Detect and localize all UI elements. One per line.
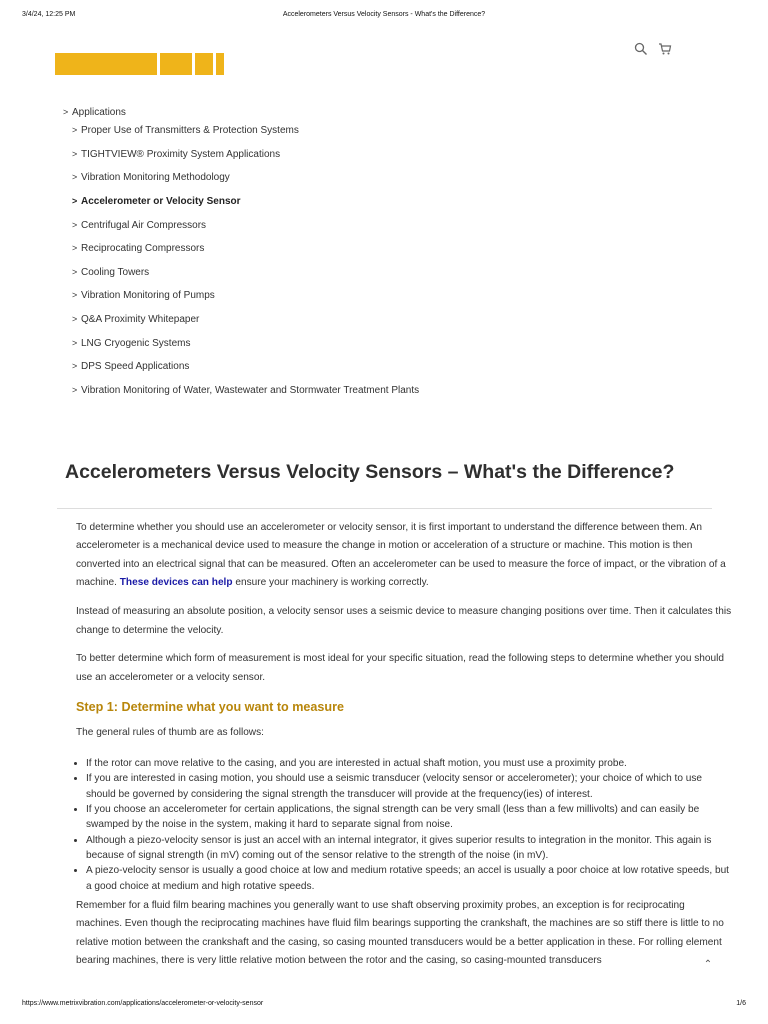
chevron-right-icon: > xyxy=(72,314,78,324)
nav-item-label: Vibration Monitoring Methodology xyxy=(81,172,230,183)
page-title: Accelerometers Versus Velocity Sensors – What's the Difference? xyxy=(65,461,675,483)
nav-item-label: Accelerometer or Velocity Sensor xyxy=(81,196,241,207)
steps-intro-paragraph: To better determine which form of measurement is most ideal for your specific situation, read the following steps to determine whether you should use an accelerometer or a velocity sensor. xyxy=(76,653,725,683)
devices-link[interactable]: These devices can help xyxy=(119,577,233,589)
chevron-right-icon: > xyxy=(72,125,78,135)
intro-paragraph xyxy=(76,519,732,593)
chevron-right-icon: > xyxy=(63,107,69,117)
chevron-up-icon[interactable]: ⌃ xyxy=(703,959,713,970)
nav-item-label: Cooling Towers xyxy=(81,267,150,278)
intro-tail: ensure your machinery is working correctly. xyxy=(232,577,429,589)
print-datetime: 3/4/24, 12:25 PM xyxy=(22,11,76,18)
chevron-right-icon: > xyxy=(72,361,78,371)
print-header xyxy=(22,11,746,23)
nav-item-centrifugal[interactable] xyxy=(72,220,206,231)
nav-item-label: Vibration Monitoring of Water, Wastewater and Stormwater Treatment Plants xyxy=(81,385,420,396)
nav-item-pumps[interactable] xyxy=(72,290,215,301)
list-item: • If you choose an accelerometer for certain applications, the signal strength can be very small (less than a few millivolts) and can easily be swamped by the noise in the system, making it hard to separate signal from noise. xyxy=(86,802,732,833)
step1-heading: Step 1: Determine what you want to measure xyxy=(76,699,345,714)
chevron-right-icon: > xyxy=(72,220,78,230)
chevron-right-icon: > xyxy=(72,267,78,277)
nav-item-dps-speed[interactable] xyxy=(72,361,189,372)
rules-list xyxy=(76,756,732,894)
cart-icon[interactable] xyxy=(658,42,672,56)
nav-item-label: Q&A Proximity Whitepaper xyxy=(81,314,200,325)
nav-item-label: TIGHTVIEW® Proximity System Applications xyxy=(81,148,281,160)
nav-item-label: Vibration Monitoring of Pumps xyxy=(81,290,215,301)
nav-item-label: DPS Speed Applications xyxy=(81,361,190,372)
nav-item-cooling-towers[interactable] xyxy=(72,267,149,278)
chevron-right-icon: > xyxy=(72,290,78,300)
list-item: • A piezo-velocity sensor is usually a good choice at low and medium rotative speeds; an accel is usually a poor choice at low rotative speeds, but a good choice at medium and high rotative speeds. xyxy=(86,863,732,894)
nav-item-label: LNG Cryogenic Systems xyxy=(81,338,191,349)
nav-item-vibration-methodology[interactable] xyxy=(72,172,230,183)
nav-item-label: Reciprocating Compressors xyxy=(81,243,205,254)
step1-intro: The general rules of thumb are as follows: xyxy=(76,726,264,738)
search-icon[interactable] xyxy=(634,42,648,56)
nav-item-reciprocating[interactable] xyxy=(72,243,204,254)
logo-block-2 xyxy=(160,53,192,75)
list-item: • If the rotor can move relative to the casing, and you are interested in actual shaft motion, you must use a proximity probe. xyxy=(86,756,732,771)
nav-item-accelerometer-velocity[interactable] xyxy=(72,196,241,207)
nav-item-qa-whitepaper[interactable] xyxy=(72,314,199,325)
print-url: https://www.metrixvibration.com/applications/accelerometer-or-velocity-sensor xyxy=(22,1000,264,1007)
logo-block-1 xyxy=(55,53,157,75)
article-body xyxy=(76,519,732,981)
print-page-title: Accelerometers Versus Velocity Sensors - What's the Difference? xyxy=(282,11,486,18)
intro-text: To determine whether you should use an accelerometer or velocity sensor, it is first important to understand the difference between them. An accelerometer is a mechanical device used to measure the change in motion or acceleration of a structure or machine. This motion is then converted into an electrical signal that can be measured. Often an accelerometer can be used to measure the force of impact, or the vibration of a machine. xyxy=(76,522,726,589)
print-page-number: 1/6 xyxy=(736,1000,746,1007)
print-footer xyxy=(22,1000,746,1012)
chevron-right-icon: > xyxy=(72,148,78,159)
nav-item-lng[interactable] xyxy=(72,338,190,349)
chevron-right-icon: > xyxy=(72,338,78,348)
nav-item-label: Proper Use of Transmitters & Protection Systems xyxy=(81,125,299,136)
list-item: • Although a piezo-velocity sensor is just an accel with an internal integrator, it gives superior results to integration in the monitor. This again is because of signal strength (in mV) coming out of the sensor relative to the strength of the noise (in mV). xyxy=(86,833,732,864)
nav-item-transmitters[interactable] xyxy=(72,125,299,136)
nav-parent-label: Applications xyxy=(72,107,126,118)
logo-block-3 xyxy=(195,53,213,75)
chevron-right-icon: > xyxy=(72,243,78,253)
chevron-right-icon: > xyxy=(72,196,78,206)
nav-parent-applications[interactable] xyxy=(63,107,126,118)
chevron-right-icon: > xyxy=(72,385,78,395)
nav-item-tightview[interactable] xyxy=(72,149,280,160)
chevron-right-icon: > xyxy=(72,172,78,182)
nav-item-water-treatment[interactable] xyxy=(72,385,419,396)
fluid-film-paragraph: Remember for a fluid film bearing machines you generally want to use shaft observing proximity probes, an exception is for reciprocating machines. Even though the reciprocating machines have fluid film bearings supporting the crankshaft, the machines are so stiff there is little to no relative motion between the crankshaft and the casing, so casing mounted transducers would be a better application in these. For rolling element bearing machines, there is very little relative motion between the rotor and the casing, so casing-mounted transducers xyxy=(76,899,724,967)
nav-item-label: Centrifugal Air Compressors xyxy=(81,220,207,231)
title-divider xyxy=(57,508,712,509)
list-item: • If you are interested in casing motion, you should use a seismic transducer (velocity sensor or accelerometer); your choice of which to use should be governed by considering the signal strength the transducer will provide at the frequency(ies) of interest. xyxy=(86,771,732,802)
logo-block-4 xyxy=(216,53,224,75)
velocity-paragraph: Instead of measuring an absolute position, a velocity sensor uses a seismic device to measure changing positions over time. Then it calculates this change to determine the velocity. xyxy=(76,606,732,636)
